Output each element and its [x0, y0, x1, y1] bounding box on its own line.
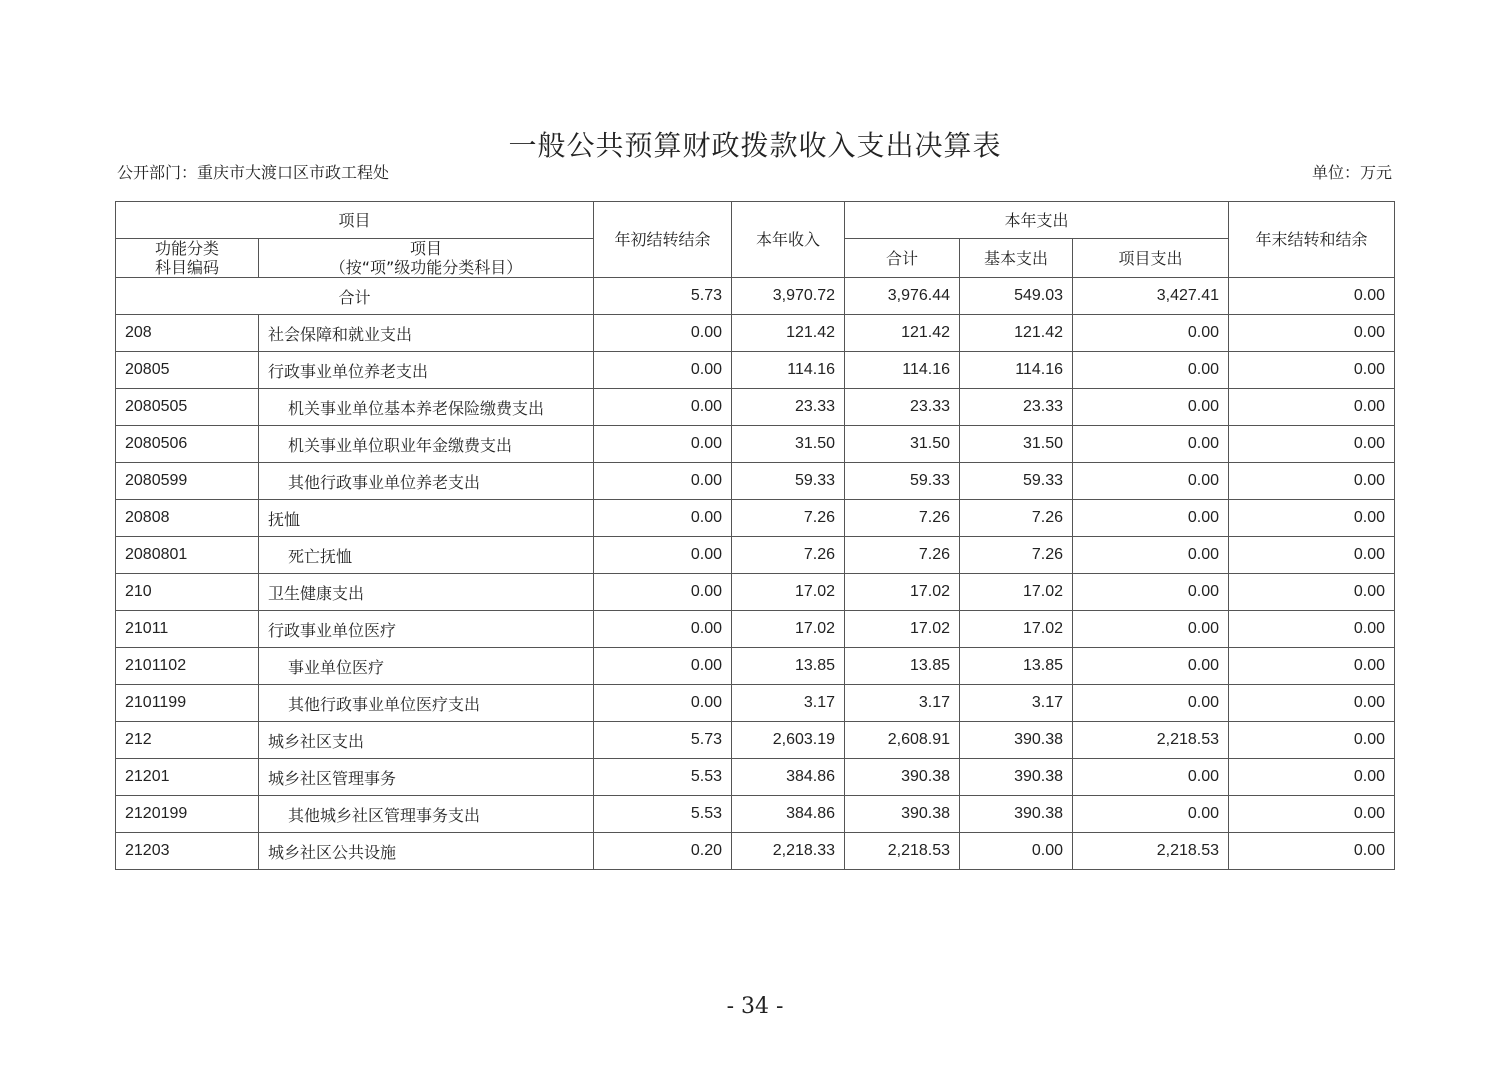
row-expense-total: 390.38	[845, 796, 960, 833]
header-basic-expense: 基本支出	[960, 239, 1073, 278]
row-code: 208	[116, 315, 259, 352]
row-basic: 59.33	[960, 463, 1073, 500]
page-number: - 34 -	[726, 994, 784, 1019]
table-row	[116, 796, 1395, 833]
row-name: 抚恤	[259, 500, 594, 537]
row-project: 2,218.53	[1073, 833, 1229, 870]
row-project: 0.00	[1073, 611, 1229, 648]
row-opening: 0.00	[594, 574, 732, 611]
row-closing: 0.00	[1229, 685, 1395, 722]
row-income: 114.16	[732, 352, 845, 389]
row-opening: 0.00	[594, 537, 732, 574]
row-expense-total: 13.85	[845, 648, 960, 685]
row-income: 23.33	[732, 389, 845, 426]
row-code: 2080599	[116, 463, 259, 500]
row-closing: 0.00	[1229, 574, 1395, 611]
row-opening: 5.53	[594, 796, 732, 833]
row-income: 17.02	[732, 611, 845, 648]
row-code: 2101102	[116, 648, 259, 685]
row-closing: 0.00	[1229, 463, 1395, 500]
header-expense-total: 合计	[845, 239, 960, 278]
row-opening: 0.00	[594, 648, 732, 685]
row-income: 17.02	[732, 574, 845, 611]
row-closing: 0.00	[1229, 648, 1395, 685]
header-project-expense: 项目支出	[1073, 239, 1229, 278]
row-project: 0.00	[1073, 500, 1229, 537]
row-closing: 0.00	[1229, 722, 1395, 759]
row-basic: 17.02	[960, 574, 1073, 611]
table-row	[116, 426, 1395, 463]
header-project-group: 项目	[116, 202, 594, 239]
row-project: 0.00	[1073, 352, 1229, 389]
row-expense-total: 17.02	[845, 611, 960, 648]
row-expense-total: 2,608.91	[845, 722, 960, 759]
table-row	[116, 463, 1395, 500]
row-income: 59.33	[732, 463, 845, 500]
row-code: 21201	[116, 759, 259, 796]
row-income: 13.85	[732, 648, 845, 685]
table-row	[116, 611, 1395, 648]
total-row	[116, 278, 1395, 315]
row-basic: 17.02	[960, 611, 1073, 648]
row-code: 212	[116, 722, 259, 759]
department-label: 公开部门：重庆市大渡口区市政工程处	[117, 163, 390, 182]
row-basic: 121.42	[960, 315, 1073, 352]
row-closing: 0.00	[1229, 537, 1395, 574]
table-row	[116, 648, 1395, 685]
row-name: 城乡社区管理事务	[259, 759, 594, 796]
row-expense-total: 3.17	[845, 685, 960, 722]
row-income: 31.50	[732, 426, 845, 463]
row-name: 死亡抚恤	[259, 537, 594, 574]
header-code-line2: 科目编码	[154, 258, 219, 277]
header-name-line1: 项目	[410, 239, 443, 258]
row-name: 社会保障和就业支出	[259, 315, 594, 352]
row-code: 2120199	[116, 796, 259, 833]
row-project: 0.00	[1073, 537, 1229, 574]
row-expense-total: 390.38	[845, 759, 960, 796]
row-name: 机关事业单位基本养老保险缴费支出	[259, 389, 594, 426]
header-code	[116, 239, 259, 278]
row-basic: 114.16	[960, 352, 1073, 389]
total-label: 合计	[116, 278, 594, 315]
total-opening: 5.73	[594, 278, 732, 315]
row-opening: 0.00	[594, 500, 732, 537]
row-name: 城乡社区公共设施	[259, 833, 594, 870]
header-code-line1: 功能分类	[154, 239, 219, 258]
row-project: 0.00	[1073, 685, 1229, 722]
row-basic: 13.85	[960, 648, 1073, 685]
row-basic: 390.38	[960, 796, 1073, 833]
row-opening: 0.00	[594, 685, 732, 722]
row-expense-total: 17.02	[845, 574, 960, 611]
row-basic: 7.26	[960, 500, 1073, 537]
row-closing: 0.00	[1229, 759, 1395, 796]
row-code: 20808	[116, 500, 259, 537]
table-row	[116, 315, 1395, 352]
row-closing: 0.00	[1229, 389, 1395, 426]
row-code: 21011	[116, 611, 259, 648]
row-name: 其他城乡社区管理事务支出	[259, 796, 594, 833]
row-name: 行政事业单位医疗	[259, 611, 594, 648]
row-basic: 3.17	[960, 685, 1073, 722]
table-row	[116, 722, 1395, 759]
row-opening: 0.00	[594, 611, 732, 648]
row-code: 2101199	[116, 685, 259, 722]
row-expense-total: 7.26	[845, 537, 960, 574]
row-opening: 5.53	[594, 759, 732, 796]
row-expense-total: 31.50	[845, 426, 960, 463]
row-closing: 0.00	[1229, 611, 1395, 648]
row-project: 0.00	[1073, 389, 1229, 426]
row-income: 7.26	[732, 537, 845, 574]
table-body	[116, 278, 1395, 870]
row-closing: 0.00	[1229, 833, 1395, 870]
page-title: 一般公共预算财政拨款收入支出决算表	[508, 129, 1002, 162]
row-name: 事业单位医疗	[259, 648, 594, 685]
row-basic: 390.38	[960, 722, 1073, 759]
row-name: 其他行政事业单位养老支出	[259, 463, 594, 500]
row-name: 城乡社区支出	[259, 722, 594, 759]
row-project: 0.00	[1073, 648, 1229, 685]
row-project: 2,218.53	[1073, 722, 1229, 759]
total-closing: 0.00	[1229, 278, 1395, 315]
row-income: 121.42	[732, 315, 845, 352]
row-opening: 0.00	[594, 463, 732, 500]
total-income: 3,970.72	[732, 278, 845, 315]
budget-table	[115, 201, 1395, 870]
header-name-line2: （按“项”级功能分类科目）	[329, 258, 523, 277]
row-expense-total: 114.16	[845, 352, 960, 389]
row-expense-total: 7.26	[845, 500, 960, 537]
row-income: 2,218.33	[732, 833, 845, 870]
table-row	[116, 389, 1395, 426]
row-basic: 23.33	[960, 389, 1073, 426]
row-opening: 0.20	[594, 833, 732, 870]
row-name: 机关事业单位职业年金缴费支出	[259, 426, 594, 463]
row-project: 0.00	[1073, 315, 1229, 352]
row-opening: 0.00	[594, 426, 732, 463]
total-expense-total: 3,976.44	[845, 278, 960, 315]
row-basic: 390.38	[960, 759, 1073, 796]
table-row	[116, 685, 1395, 722]
row-code: 210	[116, 574, 259, 611]
row-opening: 0.00	[594, 389, 732, 426]
row-income: 3.17	[732, 685, 845, 722]
row-project: 0.00	[1073, 574, 1229, 611]
row-code: 2080801	[116, 537, 259, 574]
row-expense-total: 59.33	[845, 463, 960, 500]
header-expense-group: 本年支出	[845, 202, 1229, 239]
row-project: 0.00	[1073, 796, 1229, 833]
table-row	[116, 500, 1395, 537]
row-expense-total: 2,218.53	[845, 833, 960, 870]
row-income: 384.86	[732, 759, 845, 796]
row-project: 0.00	[1073, 759, 1229, 796]
row-opening: 0.00	[594, 315, 732, 352]
row-closing: 0.00	[1229, 352, 1395, 389]
row-expense-total: 121.42	[845, 315, 960, 352]
row-code: 2080505	[116, 389, 259, 426]
table-row	[116, 759, 1395, 796]
row-income: 7.26	[732, 500, 845, 537]
row-income: 384.86	[732, 796, 845, 833]
header-income: 本年收入	[732, 202, 845, 278]
table-header	[116, 202, 1395, 278]
header-opening-balance: 年初结转结余	[594, 202, 732, 278]
row-closing: 0.00	[1229, 796, 1395, 833]
row-expense-total: 23.33	[845, 389, 960, 426]
unit-label: 单位：万元	[1311, 163, 1392, 182]
row-basic: 7.26	[960, 537, 1073, 574]
row-opening: 5.73	[594, 722, 732, 759]
row-closing: 0.00	[1229, 500, 1395, 537]
table-row	[116, 352, 1395, 389]
table-row	[116, 574, 1395, 611]
row-closing: 0.00	[1229, 315, 1395, 352]
row-project: 0.00	[1073, 426, 1229, 463]
row-opening: 0.00	[594, 352, 732, 389]
row-project: 0.00	[1073, 463, 1229, 500]
header-closing-balance: 年末结转和结余	[1229, 202, 1395, 278]
row-name: 其他行政事业单位医疗支出	[259, 685, 594, 722]
total-basic: 549.03	[960, 278, 1073, 315]
row-code: 20805	[116, 352, 259, 389]
row-basic: 31.50	[960, 426, 1073, 463]
table-row	[116, 833, 1395, 870]
row-code: 2080506	[116, 426, 259, 463]
row-name: 行政事业单位养老支出	[259, 352, 594, 389]
header-name	[259, 239, 594, 278]
total-project: 3,427.41	[1073, 278, 1229, 315]
table-row	[116, 537, 1395, 574]
row-closing: 0.00	[1229, 426, 1395, 463]
row-code: 21203	[116, 833, 259, 870]
row-income: 2,603.19	[732, 722, 845, 759]
row-basic: 0.00	[960, 833, 1073, 870]
row-name: 卫生健康支出	[259, 574, 594, 611]
